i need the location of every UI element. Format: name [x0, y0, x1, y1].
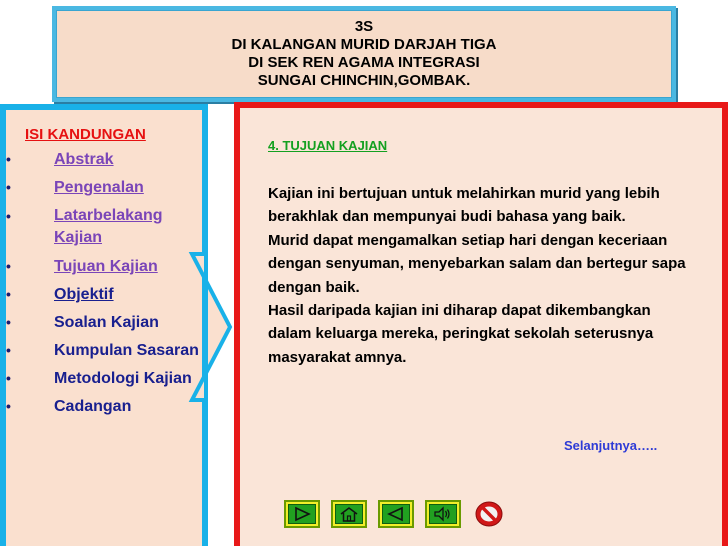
back-button[interactable]	[378, 500, 414, 528]
bullet-icon: •	[6, 398, 11, 414]
title-banner	[52, 6, 676, 102]
nav-bar	[284, 500, 506, 528]
contents-item-label: Latarbelakang Kajian	[54, 207, 163, 246]
contents-item-label: Metodologi Kajian	[54, 370, 192, 387]
home-button-inner	[335, 504, 363, 524]
play-icon	[292, 506, 312, 522]
contents-item-latarbelakang[interactable]	[6, 205, 174, 249]
home-icon	[339, 506, 359, 522]
contents-item-label: Abstrak	[54, 151, 114, 168]
body-text	[268, 182, 698, 369]
body-paragraph-1: Kajian ini bertujuan untuk melahirkan murid yang lebih berakhlak dan mempunyai budi bahasa yang baik.	[268, 185, 660, 226]
contents-item-abstrak[interactable]	[6, 149, 174, 170]
bullet-icon: •	[6, 314, 11, 330]
body-paragraph-2: Murid dapat mengamalkan setiap hari dengan keceriaan dengan senyuman, menyebarkan salam dan bertegur sapa dengan baik.	[268, 231, 686, 296]
contents-item-label: Objektif	[54, 286, 114, 303]
contents-item-objektif[interactable]	[6, 284, 174, 305]
contents-inner	[6, 110, 202, 546]
play-button-inner	[288, 504, 316, 524]
contents-item-cadangan[interactable]	[6, 396, 174, 417]
stop-button[interactable]	[472, 500, 506, 528]
bullet-icon: •	[6, 286, 11, 302]
contents-item-kumpulan[interactable]	[6, 340, 199, 361]
contents-item-label: Tujuan Kajian	[54, 258, 158, 275]
speaker-icon	[433, 506, 453, 522]
title-line-1: 3S	[354, 18, 374, 35]
contents-item-label: Cadangan	[54, 398, 132, 415]
bullet-icon: •	[6, 342, 11, 358]
back-button-inner	[382, 504, 410, 524]
content-inner	[240, 108, 722, 546]
contents-item-label: Soalan Kajian	[54, 314, 159, 331]
contents-item-label: Kumpulan Sasaran	[54, 342, 199, 359]
stop-icon	[474, 500, 504, 528]
bullet-icon: •	[6, 208, 11, 224]
content-panel	[234, 102, 728, 546]
title-line-3: DI SEK REN AGAMA INTEGRASI	[248, 54, 480, 71]
contents-item-metodologi[interactable]	[6, 368, 192, 389]
bullet-icon: •	[6, 179, 11, 195]
play-button[interactable]	[284, 500, 320, 528]
back-icon	[386, 506, 406, 522]
sound-button-inner	[429, 504, 457, 524]
bullet-icon: •	[6, 370, 11, 386]
title-inner	[56, 10, 672, 98]
bullet-icon: •	[6, 151, 11, 167]
contents-panel	[0, 104, 208, 546]
body-paragraph-3: Hasil daripada kajian ini diharap dapat dikembangkan dalam keluarga mereka, peringkat sekolah seterusnya masyarakat amnya.	[268, 302, 654, 366]
contents-item-pengenalan[interactable]	[6, 177, 174, 198]
bullet-icon: •	[6, 258, 11, 274]
contents-heading: ISI KANDUNGAN	[25, 126, 146, 143]
title-line-4: SUNGAI CHINCHIN,GOMBAK.	[257, 72, 471, 89]
next-link[interactable]: Selanjutnya…..	[564, 438, 658, 453]
contents-item-soalan[interactable]	[6, 312, 174, 333]
contents-item-tujuan[interactable]	[6, 256, 174, 277]
chevron-right-icon	[190, 252, 234, 402]
home-button[interactable]	[331, 500, 367, 528]
title-line-2: DI KALANGAN MURID DARJAH TIGA	[231, 36, 497, 53]
contents-item-label: Pengenalan	[54, 179, 144, 196]
sound-button[interactable]	[425, 500, 461, 528]
section-title: 4. TUJUAN KAJIAN	[268, 138, 388, 153]
contents-list	[6, 149, 202, 417]
